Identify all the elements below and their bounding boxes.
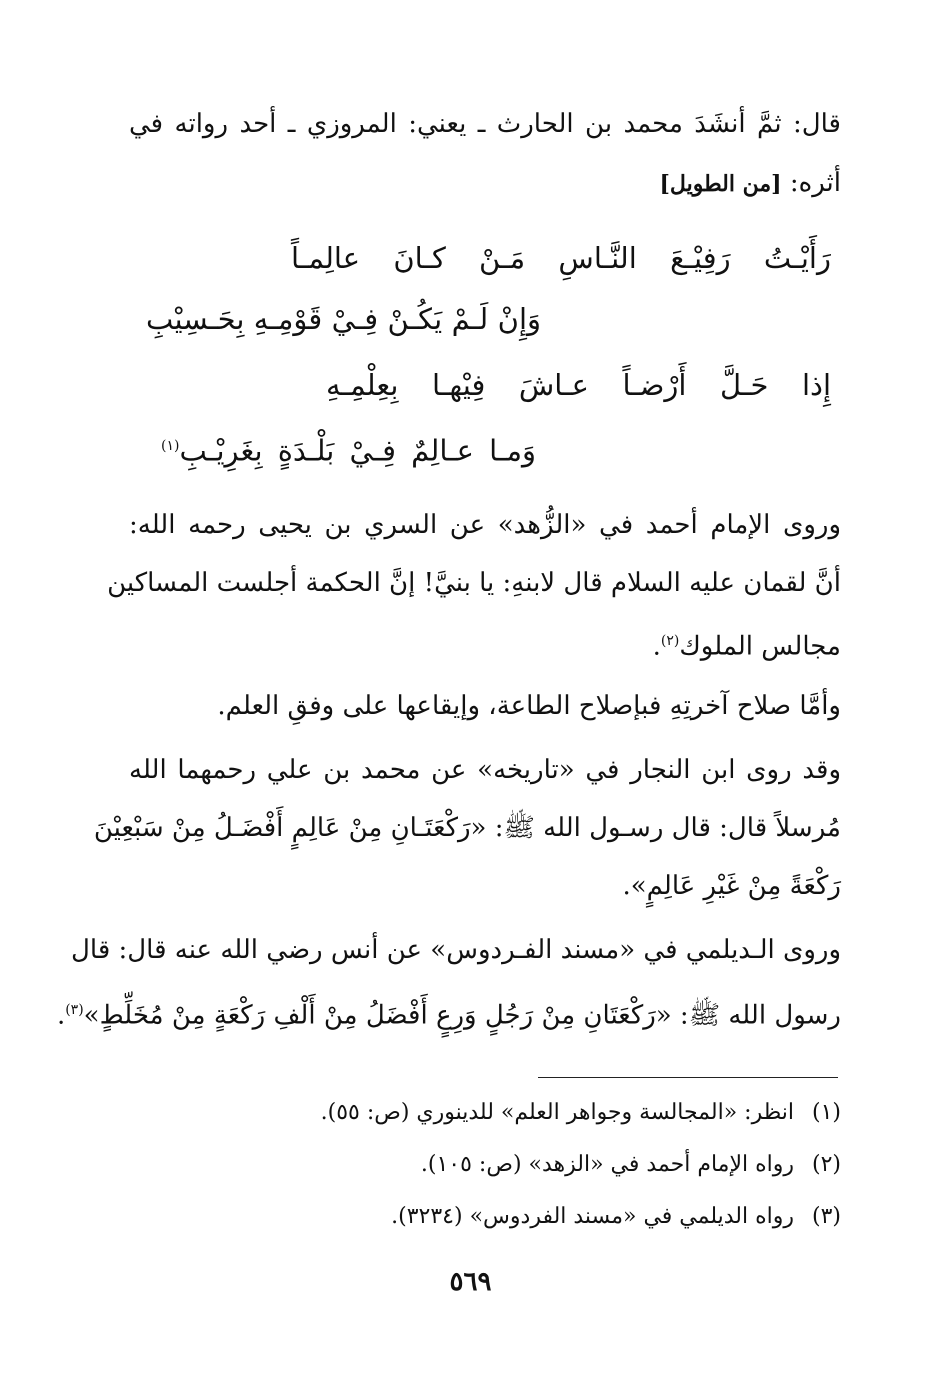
paragraph-2-line-1: وأمَّا صلاح آخرتِهِ فبإصلاح الطاعة، وإيقاعها على وفقِ العلم. xyxy=(217,691,841,721)
paragraph-1-line-1: وروى الإمام أحمد في «الزُّهد» عن السري بن يحيى رحمه الله: xyxy=(129,510,841,540)
footnote-divider xyxy=(538,1077,838,1078)
footnote-1-number: (١) xyxy=(811,1100,841,1125)
page-number: ٥٦٩ xyxy=(449,1267,492,1297)
paragraph-1-line-3-text: مجالس الملوك xyxy=(679,631,841,662)
paragraph-1-line-3-end: . xyxy=(652,631,661,662)
footnote-1-text: انظر: «المجالسة وجواهر العلم» للدينوري (ص: ٥٥). xyxy=(320,1100,794,1125)
intro-line-2-text: أثره: xyxy=(789,168,841,198)
footnote-ref-1: (١) xyxy=(161,438,180,454)
poem-meter-label: [من الطويل] xyxy=(659,171,782,197)
footnote-2-text: رواه الإمام أحمد في «الزهد» (ص: ١٠٥). xyxy=(420,1152,794,1177)
paragraph-3-line-1: وقد روى ابن النجار في «تاريخه» عن محمد بن علي رحمهما الله xyxy=(129,755,841,785)
paragraph-1-line-3 xyxy=(129,621,841,661)
intro-line-1: قال: ثمَّ أنشَدَ محمد بن الحارث ـ يعني: المروزي ـ أحد رواته في xyxy=(129,109,841,139)
footnote-2 xyxy=(421,1148,841,1182)
intro-line-2 xyxy=(129,163,841,203)
footnote-1 xyxy=(321,1096,841,1130)
footnote-3-number: (٣) xyxy=(811,1204,841,1229)
verse-line-4-text: وَمـا عـالِمٌ فِـيْ بَلْـدَةٍ بِغَرِيْـبِ xyxy=(179,433,536,468)
verse-line-1: رَأَيْـتُ رَفِيْـعَ النَّـاسِ مَـنْ كـانَ عالِمـاً xyxy=(291,241,831,275)
footnote-2-number: (٢) xyxy=(811,1152,841,1177)
footnote-ref-2: (٢) xyxy=(660,633,680,649)
verse-line-3: إِذا حَـلَّ أَرْضـاً عـاشَ فِيْهـا بِعِلْمِـهِ xyxy=(326,368,831,402)
paragraph-4-line-2-text: رسول الله ﷺ: «رَكْعَتَانِ مِنْ رَجُلٍ وَرِعٍ أَفْضَلُ مِنْ أَلْفِ رَكْعَةٍ مِنْ مُخَلِّطٍ» xyxy=(83,1000,841,1031)
paragraph-4-line-2 xyxy=(56,990,841,1031)
footnote-ref-3: (٣) xyxy=(65,1002,84,1018)
paragraph-4-line-2-end: . xyxy=(56,1000,66,1031)
verse-line-4 xyxy=(161,424,536,468)
paragraph-3-line-3: رَكْعَةً مِنْ غَيْرِ عَالِمٍ». xyxy=(622,871,841,901)
footnote-3 xyxy=(391,1200,841,1234)
paragraph-4-line-1: وروى الـديلمي في «مسند الفـردوس» عن أنس رضي الله عنه قال: قال xyxy=(71,935,841,965)
paragraph-1-line-2: أنَّ لقمان عليه السلام قال لابنهِ: يا بنيَّ! إنَّ الحكمة أجلست المساكين xyxy=(107,568,841,598)
footnote-3-text: رواه الديلمي في «مسند الفردوس» (٣٢٣٤). xyxy=(391,1204,794,1229)
paragraph-3-line-2: مُرسلاً قال: قال رسـول الله ﷺ: «رَكْعَتَـانِ مِنْ عَالِمٍ أَفْضَـلُ مِنْ سَبْعِيْنَ xyxy=(93,813,841,843)
verse-line-2: وَإِنْ لَـمْ يَكُـنْ فِـيْ قَوْمِـهِ بِحَـسِيْبِ xyxy=(146,302,541,336)
